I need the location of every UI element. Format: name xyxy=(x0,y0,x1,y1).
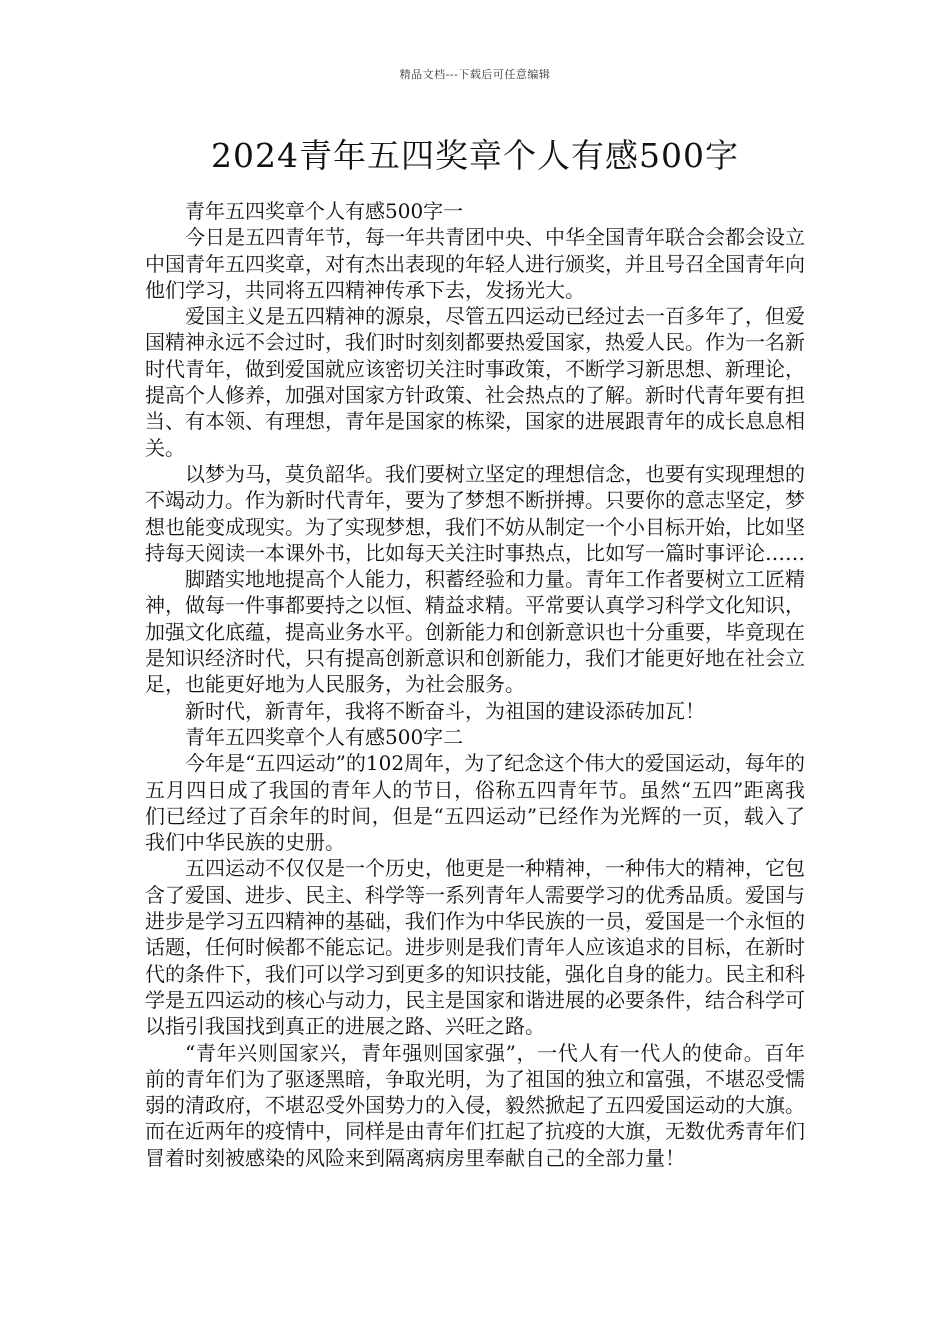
paragraph: 今年是“五四运动”的102周年，为了纪念这个伟大的爱国运动，每年的五月四日成了我国的青年人的节日，俗称五四青年节。虽然“五四”距离我们已经过了百余年的时间，但是“五四运动”已经作为光辉的一页，载入了我们中华民族的史册。 xyxy=(145,751,805,855)
document-body xyxy=(145,198,805,1171)
section-heading-2: 青年五四奖章个人有感500字二 xyxy=(185,724,464,749)
paragraph: 以梦为马，莫负韶华。我们要树立坚定的理想信念，也要有实现理想的不竭动力。作为新时代青年，要为了梦想不断拼搏。只要你的意志坚定，梦想也能变成现实。为了实现梦想，我们不妨从制定一个小目标开始，比如坚持每天阅读一本课外书，比如每天关注时事热点，比如写一篇时事评论…… xyxy=(145,461,805,565)
paragraph: 脚踏实地地提高个人能力，积蓄经验和力量。青年工作者要树立工匠精神，做每一件事都要持之以恒、精益求精。平常要认真学习科学文化知识，加强文化底蕴，提高业务水平。创新能力和创新意识也十分重要，毕竟现在是知识经济时代，只有提高创新意识和创新能力，我们才能更好地在社会立足，也能更好地为人民服务，为社会服务。 xyxy=(145,567,805,697)
paragraph: 新时代，新青年，我将不断奋斗，为祖国的建设添砖加瓦！ xyxy=(185,698,705,723)
paragraph: 今日是五四青年节，每一年共青团中央、中华全国青年联合会都会设立中国青年五四奖章，对有杰出表现的年轻人进行颁奖，并且号召全国青年向他们学习，共同将五四精神传承下去，发扬光大。 xyxy=(145,225,805,302)
section-heading-1: 青年五四奖章个人有感500字一 xyxy=(185,199,464,223)
paragraph: 爱国主义是五四精神的源泉，尽管五四运动已经过去一百多年了，但爱国精神永远不会过时，我们时时刻刻都要热爱国家，热爱人民。作为一名新时代青年，做到爱国就应该密切关注时事政策，不断学习新思想、新理论，提高个人修养，加强对国家方针政策、社会热点的了解。新时代青年要有担当、有本领、有理想，青年是国家的栋梁，国家的进展跟青年的成长息息相关。 xyxy=(145,304,805,460)
header-note: 精品文档---下载后可任意编辑 xyxy=(399,68,551,81)
paragraph: 五四运动不仅仅是一个历史，他更是一种精神，一种伟大的精神，它包含了爱国、进步、民主、科学等一系列青年人需要学习的优秀品质。爱国与进步是学习五四精神的基础，我们作为中华民族的一员，爱国是一个永恒的话题，任何时候都不能忘记。进步则是我们青年人应该追求的目标，在新时代的条件下，我们可以学习到更多的知识技能，强化自身的能力。民主和科学是五四运动的核心与动力，民主是国家和谐进展的必要条件，结合科学可以指引我国找到真正的进展之路、兴旺之路。 xyxy=(145,856,805,1039)
paragraph: “青年兴则国家兴，青年强则国家强”，一代人有一代人的使命。百年前的青年们为了驱逐黑暗，争取光明，为了祖国的独立和富强，不堪忍受懦弱的清政府，不堪忍受外国势力的入侵，毅然掀起了五四爱国运动的大旗。而在近两年的疫情中，同样是由青年们扛起了抗疫的大旗，无数优秀青年们冒着时刻被感染的风险来到隔离病房里奉献自己的全部力量！ xyxy=(145,1040,805,1170)
document-title: 2024青年五四奖章个人有感500字 xyxy=(211,136,739,175)
